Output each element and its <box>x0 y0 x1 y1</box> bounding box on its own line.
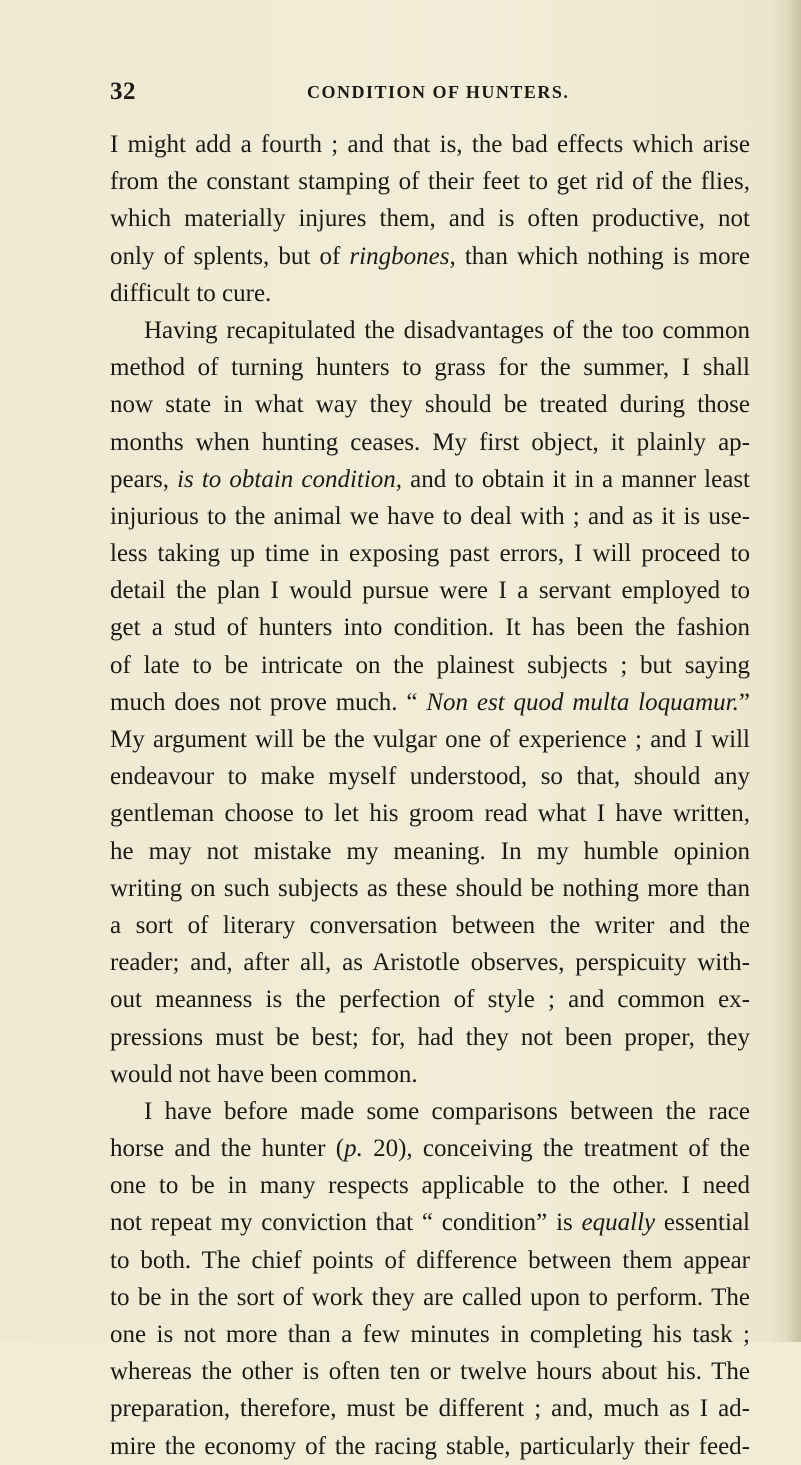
text-line: method of turning hunters to grass for the summer, I shall <box>110 354 750 382</box>
text-line: not repeat my conviction that “ condition” is equally essential <box>110 1209 750 1237</box>
page-number: 32 <box>110 78 136 105</box>
text-line: which materially injures them, and is often productive, not <box>110 205 750 233</box>
page-header <box>0 78 801 118</box>
text-line: now state in what way they should be treated during those <box>110 391 750 419</box>
body-text <box>110 126 750 1465</box>
text-line: much does not prove much. “ Non est quod multa loquamur.” <box>110 688 750 716</box>
text-line: to be in the sort of work they are called upon to perform. The <box>110 1283 750 1311</box>
text-line: one to be in many respects applicable to the other. I need <box>110 1172 750 1200</box>
text-line: injurious to the animal we have to deal with ; and as it is use- <box>110 502 750 530</box>
text-line: of late to be intricate on the plainest subjects ; but saying <box>110 651 750 679</box>
text-line: pressions must be best; for, had they not been proper, they <box>110 1023 750 1051</box>
text-line: whereas the other is often ten or twelve hours about his. The <box>110 1358 750 1386</box>
text-line: pears, is to obtain condition, and to obtain it in a manner least <box>110 465 751 493</box>
text-line: My argument will be the vulgar one of experience ; and I will <box>110 726 750 753</box>
text-line: a sort of literary conversation between the writer and the <box>110 911 750 939</box>
text-line: gentleman choose to let his groom read what I have written, <box>110 800 750 828</box>
text-line: to both. The chief points of difference between them appear <box>110 1246 750 1274</box>
text-line: get a stud of hunters into condition. It has been the fashion <box>110 614 750 642</box>
text-line: I have before made some comparisons between the race <box>144 1097 750 1125</box>
text-line: from the constant stamping of their feet to get rid of the flies, <box>110 168 750 196</box>
text-line: endeavour to make myself understood, so that, should any <box>110 763 750 791</box>
text-line: horse and the hunter (p. 20), conceiving the treatment of the <box>110 1135 750 1163</box>
text-line: only of splents, but of ringbones, than which nothing is more <box>110 242 750 270</box>
text-line: out meanness is the perfection of style ; and common ex- <box>110 986 750 1014</box>
text-line: writing on such subjects as these should be nothing more than <box>110 874 750 902</box>
text-line: months when hunting ceases. My first object, it plainly ap- <box>110 428 750 456</box>
text-line: he may not mistake my meaning. In my humble opinion <box>110 837 750 865</box>
text-line: difficult to cure. <box>110 279 272 307</box>
text-line: Having recapitulated the disadvantages of the too common <box>144 316 750 344</box>
running-title: CONDITION OF HUNTERS. <box>307 82 570 102</box>
page-edge-shadow <box>787 0 801 1342</box>
text-line: less taking up time in exposing past errors, I will proceed to <box>110 540 750 568</box>
text-line: I might add a fourth ; and that is, the bad effects which arise <box>110 131 750 158</box>
text-line: reader; and, after all, as Aristotle observes, perspicuity with- <box>110 949 750 977</box>
text-line: would not have been common. <box>110 1060 418 1088</box>
text-line: mire the economy of the racing stable, particularly their feed- <box>110 1432 750 1460</box>
text-line: detail the plan I would pursue were I a servant employed to <box>110 577 750 605</box>
text-line: one is not more than a few minutes in completing his task ; <box>110 1321 750 1348</box>
text-line: preparation, therefore, must be different ; and, much as I ad- <box>110 1395 750 1423</box>
